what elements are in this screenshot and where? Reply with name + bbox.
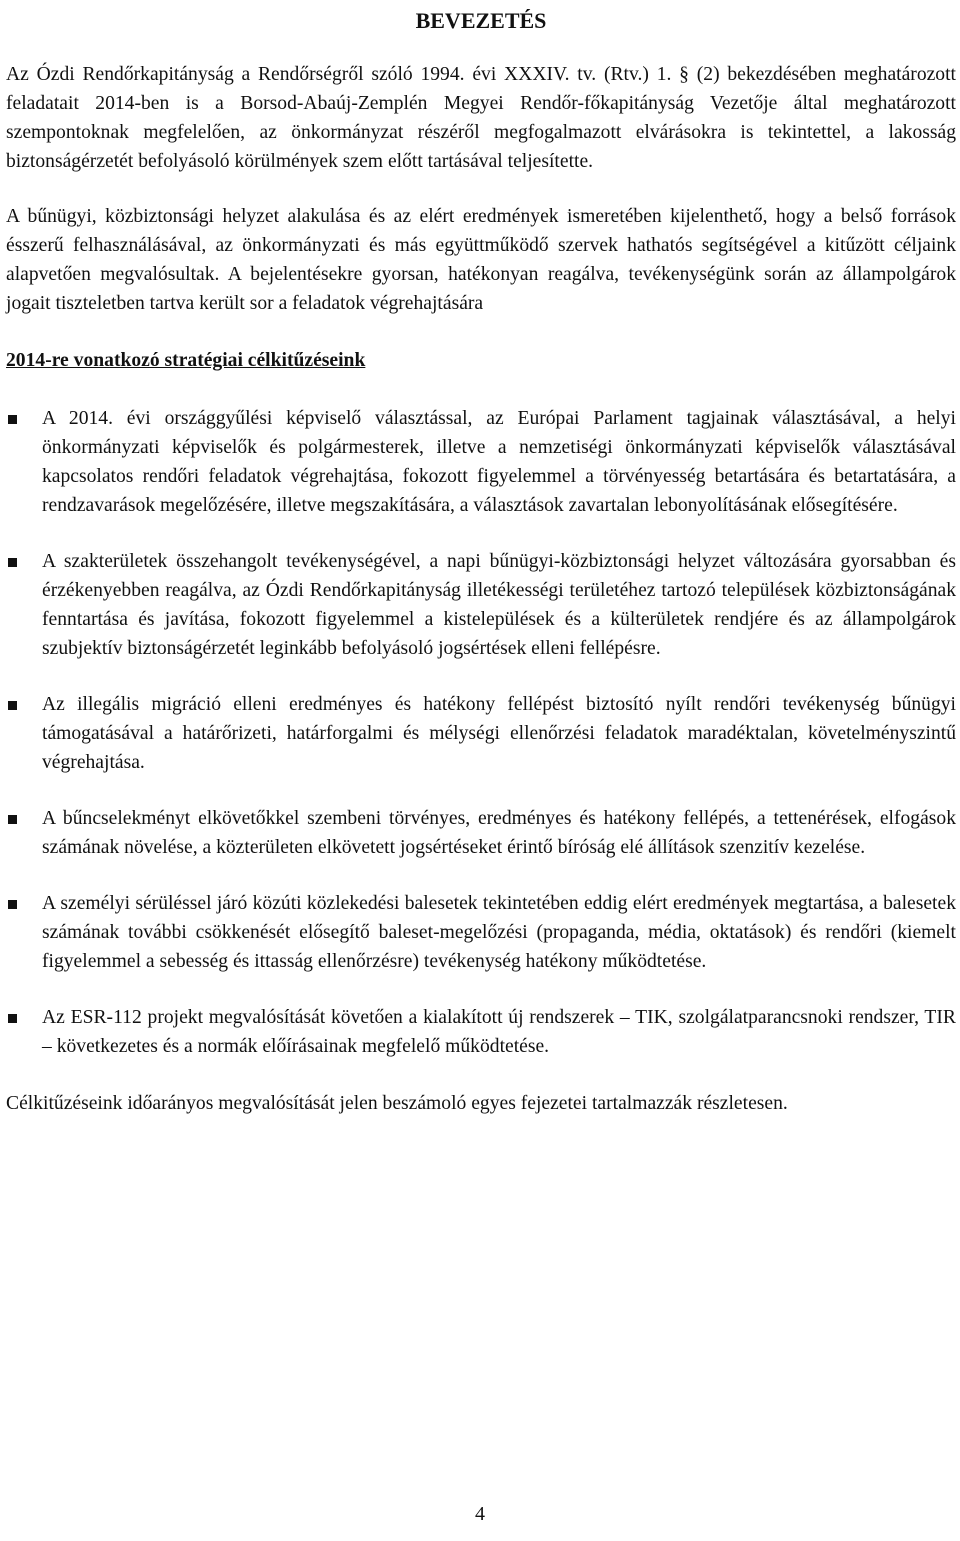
list-item-text: A szakterületek összehangolt tevékenységével, a napi bűnügyi-közbiztonsági helyzet változására gyorsabban és érzékenyebben reagálva, az Ózdi Rendőrkapitányság illetékességi területéhez tartozó települések közbiztonságának fenntartása és javítása, fokozott figyelemmel a kistelepülések és a külterületek rendjére és az állampolgárok szubjektív biztonságérzetét leginkább befolyásoló jogsértések elleni fellépésre. (42, 551, 956, 659)
page-number: 4 (475, 1503, 485, 1525)
list-item-text: A bűncselekményt elkövetőkkel szembeni törvényes, eredményes és hatékony fellépés, a tettenérések, elfogások számának növelése, a közterületen elkövetett jogsértéseket érintő bíróság elé állítások szenzitív kezelése. (42, 808, 956, 858)
document-title: BEVEZETÉS (415, 8, 547, 33)
square-bullet-icon (8, 701, 17, 710)
intro-paragraph: Az Ózdi Rendőrkapitányság a Rendőrségről szóló 1994. évi XXXIV. tv. (Rtv.) 1. § (2) bekezdésében meghatározott feladatait 2014-ben is a Borsod-Abaúj-Zemplén Megyei Rendőr-főkapitányság Vezetője által meghatározott szempontoknak megfelelően, az önkormányzat részéről megfogalmazott elvárásokra is tekintettel, a lakosság biztonságérzetét befolyásoló körülmények szem előtt tartásával teljesítette. (6, 64, 956, 172)
document-page (6, 0, 956, 1118)
objectives-list (6, 404, 956, 1061)
list-item-text: Az ESR-112 projekt megvalósítását követően a kialakított új rendszerek – TIK, szolgálatparancsnoki rendszer, TIR – következetes és a normák előírásainak megfelelő működtetése. (42, 1007, 956, 1057)
square-bullet-icon (8, 1014, 17, 1023)
square-bullet-icon (8, 415, 17, 424)
list-item (6, 404, 956, 520)
section-heading: 2014-re vonatkozó stratégiai célkitűzéseink (6, 350, 366, 371)
list-item (6, 547, 956, 663)
list-item-text: A személyi sérüléssel járó közúti közlekedési balesetek tekintetében eddig elért eredmények megtartása, a balesetek számának további csökkenését elősegítő baleset-megelőzési (propaganda, média, oktatások) és rendőri (kiemelt figyelemmel a sebesség és ittasság ellenőrzésre) tevékenység hatékony működtetése. (42, 893, 956, 972)
square-bullet-icon (8, 815, 17, 824)
list-item (6, 889, 956, 976)
list-item (6, 690, 956, 777)
list-item-text: A 2014. évi országgyűlési képviselő választással, az Európai Parlament tagjainak választásával, a helyi önkormányzati képviselők és polgármesterek, illetve a nemzetiségi önkormányzati képviselők választásával kapcsolatos rendőri feladatok végrehajtása, fokozott figyelemmel a törvényesség betartására és betartatására, a rendzavarások megelőzésére, illetve megszakítására, a választások zavartalan lebonyolításának elősegítésére. (42, 408, 956, 516)
closing-paragraph: Célkitűzéseink időarányos megvalósítását jelen beszámoló egyes fejezetei tartalmazzák részletesen. (6, 1093, 788, 1114)
list-item-text: Az illegális migráció elleni eredményes és hatékony fellépést biztosító nyílt rendőri tevékenység bűnügyi támogatásával a határőrizeti, határforgalmi és mélységi ellenőrzési feladatok maradéktalan, követelményszintű végrehajtása. (42, 694, 956, 773)
results-paragraph: A bűnügyi, közbiztonsági helyzet alakulása és az elért eredmények ismeretében kijelenthető, hogy a belső források ésszerű felhasználásával, az önkormányzati és más együttműködő szervek hathatós segítségével a kitűzött céljaink alapvetően megvalósultak. A bejelentésekre gyorsan, hatékonyan reagálva, tevékenységünk során az állampolgárok jogait tiszteletben tartva került sor a feladatok végrehajtására (6, 206, 956, 314)
list-item (6, 1003, 956, 1061)
square-bullet-icon (8, 900, 17, 909)
list-item (6, 804, 956, 862)
square-bullet-icon (8, 558, 17, 567)
